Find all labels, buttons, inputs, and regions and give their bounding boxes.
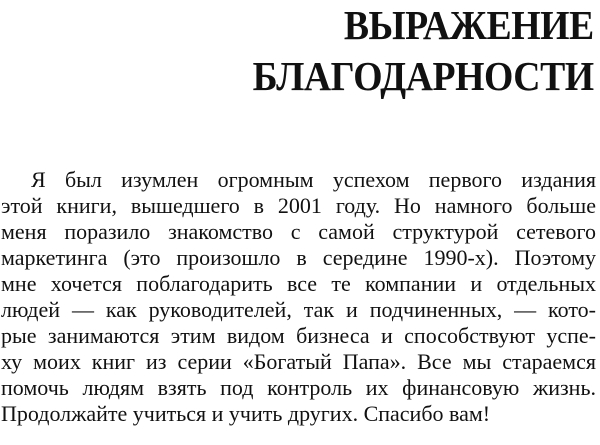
- paragraph-line: Я был изумлен огромным успехом первого издания: [31, 167, 596, 192]
- page-heading: [223, 0, 594, 102]
- heading-line-1: ВЫРАЖЕНИЕ: [344, 2, 594, 48]
- paragraph-line: ху моих книг из серии «Богатый Папа». Все мы стараемся: [1, 349, 596, 374]
- paragraph-line: меня поразило знакомство с самой структурой сетевого: [1, 219, 596, 244]
- paragraph-line: мне хочется поблагодарить все те компании и отдельных: [1, 271, 596, 296]
- acknowledgement-paragraph: [1, 167, 596, 427]
- paragraph-line: Продолжайте учиться и учить других. Спасибо вам!: [1, 401, 491, 426]
- heading-line-2: БЛАГОДАРНОСТИ: [252, 53, 594, 99]
- paragraph-line: людей — как руководителей, так и подчиненных, — кото-: [1, 297, 596, 322]
- paragraph-line: этой книги, вышедшего в 2001 году. Но намного больше: [1, 193, 596, 218]
- paragraph-line: помочь людям взять под контроль их финансовую жизнь.: [1, 375, 596, 400]
- paragraph-line: маркетинга (это произошло в середине 1990-х). Поэтому: [1, 245, 596, 270]
- paragraph-line: рые занимаются этим видом бизнеса и способствуют успе-: [1, 323, 596, 348]
